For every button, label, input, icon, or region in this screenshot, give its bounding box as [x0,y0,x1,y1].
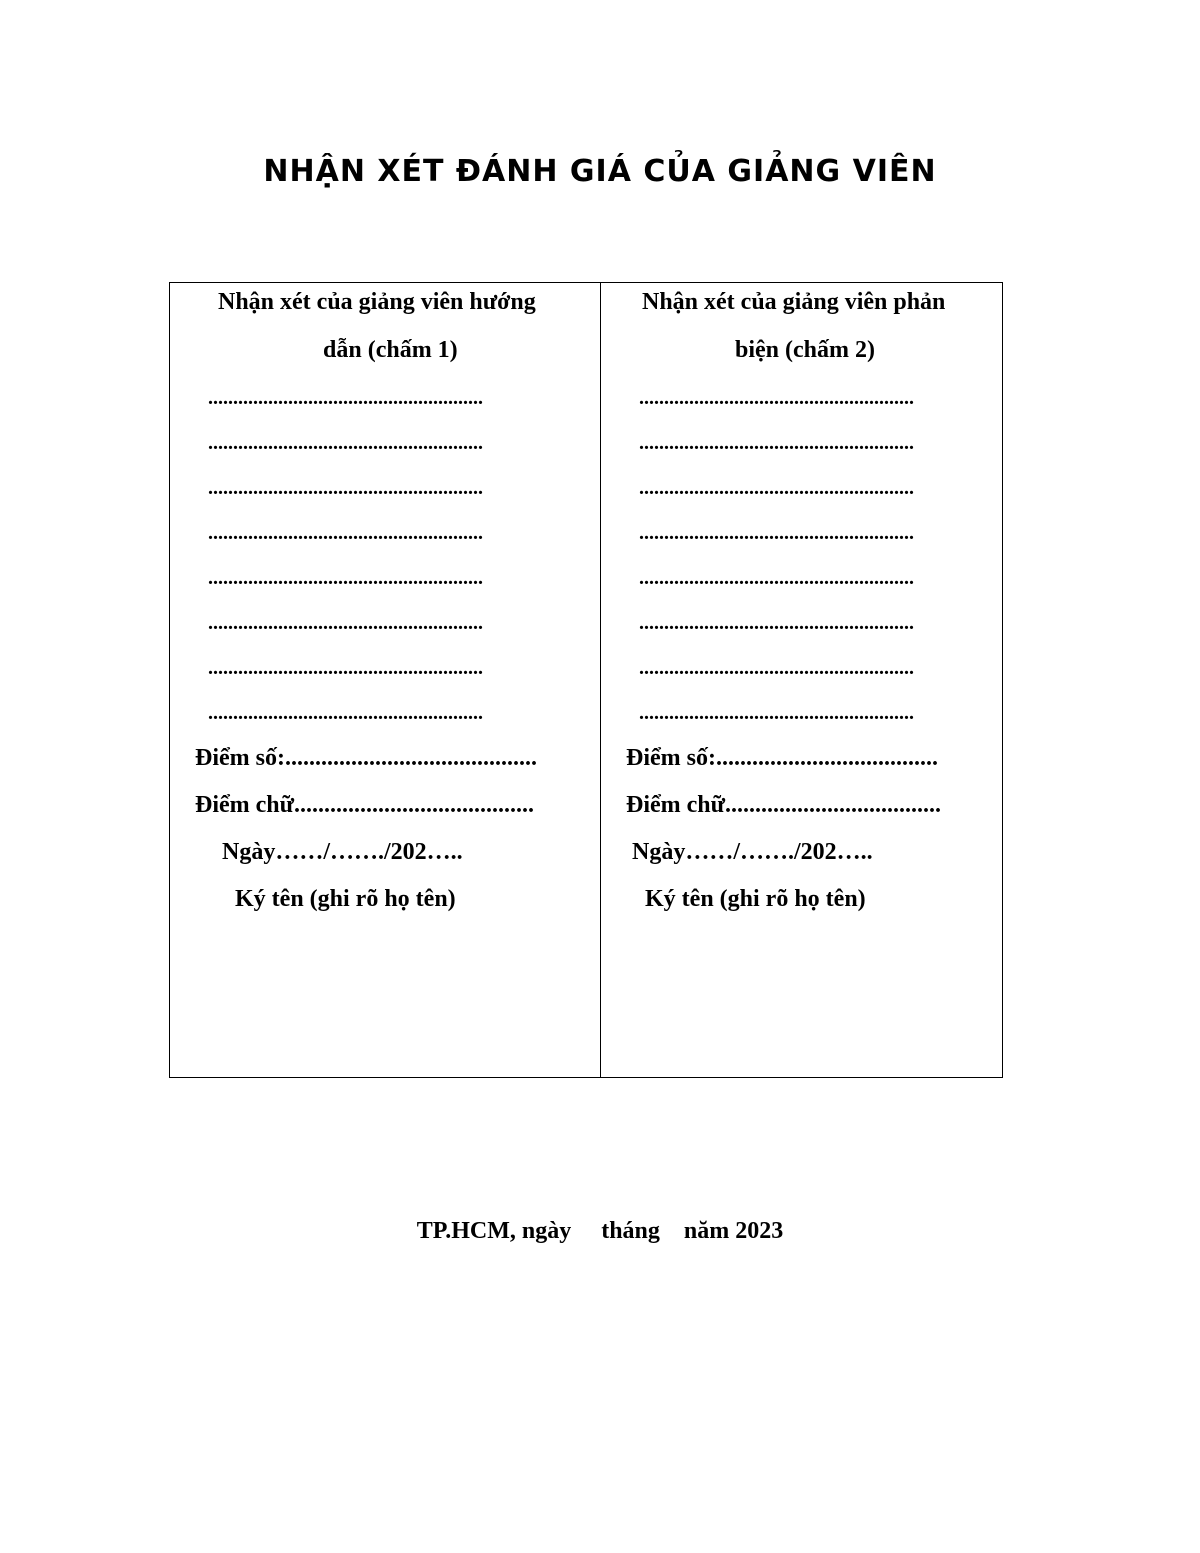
reviewer-comment-line: ....................................................... [639,657,914,679]
reviewer-score-number: Điểm số:..................................... [626,745,938,771]
column-divider [600,283,601,1077]
reviewer-comment-line: ....................................................... [639,387,914,409]
supervisor-score-words: Điểm chữ........................................ [195,792,535,818]
reviewer-comment-line: ....................................................... [639,477,914,499]
reviewer-signature-label: Ký tên (ghi rõ họ tên) [645,886,866,912]
reviewer-date: Ngày……/……./202….. [632,839,873,865]
reviewer-score-words: Điểm chữ.................................... [626,792,942,818]
reviewer-comment-line: ....................................................... [639,522,914,544]
reviewer-heading-line2: biện (chấm 2) [735,337,875,363]
place-date-line: TP.HCM, ngày tháng năm 2023 [416,1218,784,1244]
supervisor-comment-line: ....................................................... [208,432,483,454]
supervisor-comment-line: ....................................................... [208,477,483,499]
supervisor-comment-line: ....................................................... [208,567,483,589]
supervisor-comment-line: ....................................................... [208,522,483,544]
supervisor-comment-line: ....................................................... [208,387,483,409]
supervisor-comment-line: ....................................................... [208,612,483,634]
reviewer-comment-line: ....................................................... [639,612,914,634]
supervisor-comment-line: ....................................................... [208,657,483,679]
supervisor-heading-line2: dẫn (chấm 1) [323,337,458,363]
supervisor-date: Ngày……/……./202….. [222,839,463,865]
supervisor-comment-line: ....................................................... [208,702,483,724]
reviewer-comment-line: ....................................................... [639,567,914,589]
supervisor-signature-label: Ký tên (ghi rõ họ tên) [235,886,456,912]
reviewer-comment-line: ....................................................... [639,432,914,454]
supervisor-heading-line1: Nhận xét của giảng viên hướng [218,289,536,315]
evaluation-table [169,282,1003,1078]
supervisor-score-number: Điểm số:.......................................... [195,745,537,771]
reviewer-heading-line1: Nhận xét của giảng viên phản [642,289,946,315]
page-title: NHẬN XÉT ĐÁNH GIÁ CỦA GIẢNG VIÊN [263,154,937,189]
reviewer-comment-line: ....................................................... [639,702,914,724]
